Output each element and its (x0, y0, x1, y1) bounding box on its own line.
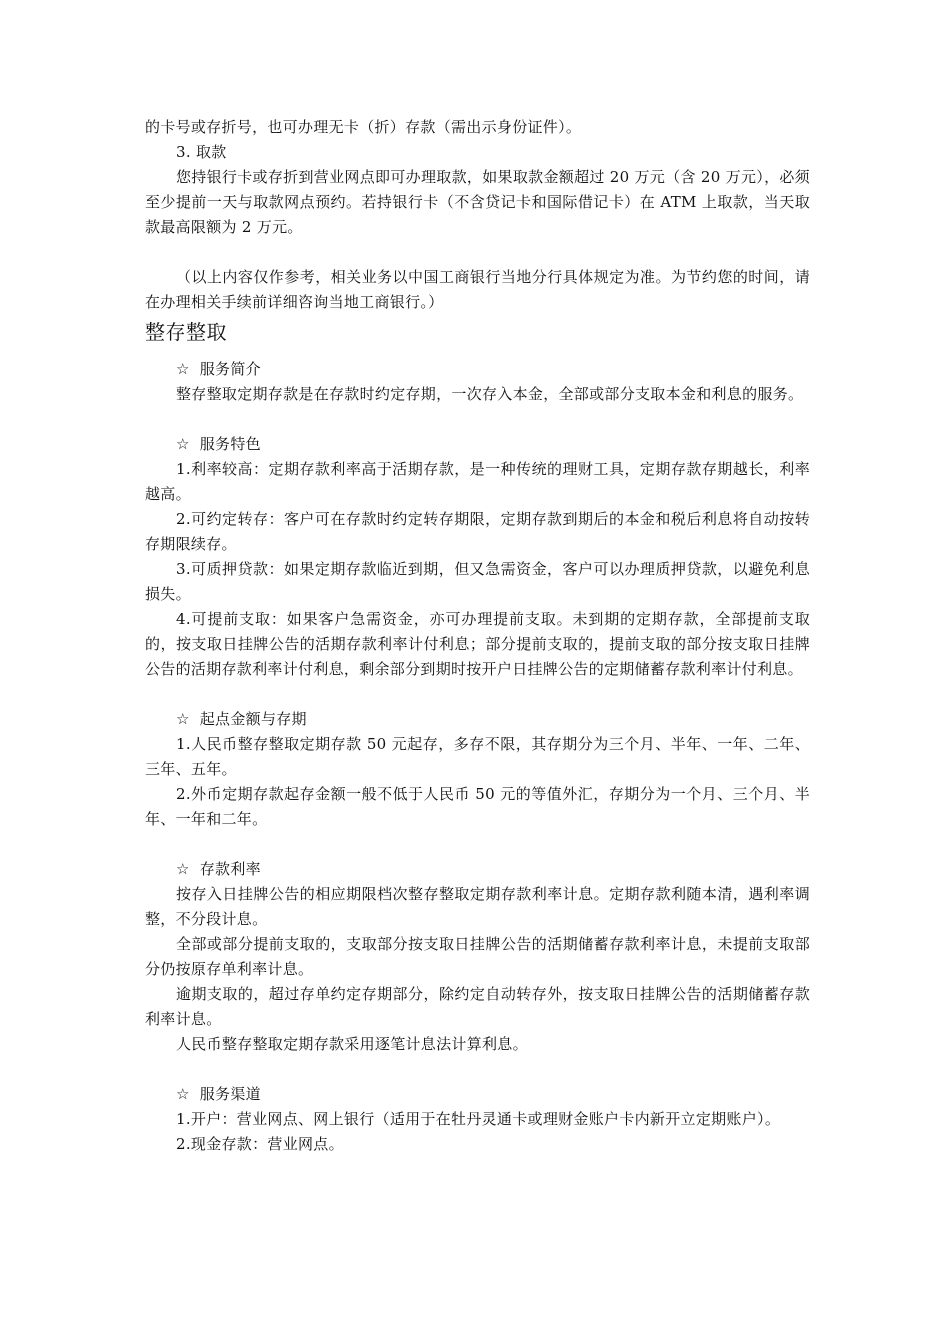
minimum-heading-text: 起点金额与存期 (199, 710, 307, 728)
spacer (145, 240, 810, 265)
star-icon: ☆ (176, 1085, 190, 1103)
spacer (145, 1057, 810, 1082)
channel-item: 2.现金存款：营业网点。 (176, 1135, 344, 1153)
spacer (145, 407, 810, 432)
star-icon: ☆ (176, 360, 190, 378)
section-title: 整存整取 (145, 320, 227, 344)
minimum-heading (145, 707, 810, 732)
overview-paragraph: 整存整取定期存款是在存款时约定存期，一次存入本金，全部或部分支取本金和利息的服务。 (176, 385, 804, 403)
channels-heading-text: 服务渠道 (199, 1085, 261, 1103)
spacer (145, 682, 810, 707)
feature-item: 4.可提前支取：如果客户急需资金，亦可办理提前支取。未到期的定期存款，全部提前支取的，按支取日挂牌公告的活期存款利率计付利息；部分提前支取的，提前支取的部分按支取日挂牌公告的活期存款利率计付利息，剩余部分到期时按开户日挂牌公告的定期储蓄存款利率计付利息。 (145, 610, 810, 678)
withdraw-heading: 3. 取款 (176, 143, 227, 161)
features-heading (145, 432, 810, 457)
features-heading-text: 服务特色 (199, 435, 261, 453)
overview-heading-text: 服务简介 (199, 360, 261, 378)
minimum-item: 2.外币定期存款起存金额一般不低于人民币 50 元的等值外汇，存期分为一个月、三个月、半年、一年和二年。 (145, 785, 810, 828)
minimum-item: 1.人民币整存整取定期存款 50 元起存，多存不限，其存期分为三个月、半年、一年、二年、三年、五年。 (145, 735, 810, 778)
disclaimer-paragraph: （以上内容仅作参考，相关业务以中国工商银行当地分行具体规定为准。为节约您的时间，请在办理相关手续前详细咨询当地工商银行。） (145, 268, 810, 311)
spacer (145, 832, 810, 857)
withdraw-paragraph: 您持银行卡或存折到营业网点即可办理取款，如果取款金额超过 20 万元（含 20 万元），必须至少提前一天与取款网点预约。若持银行卡（不含贷记卡和国际借记卡）在 ATM 上取款，当天取款最高限额为 2 万元。 (145, 168, 810, 236)
feature-item: 1.利率较高：定期存款利率高于活期存款，是一种传统的理财工具，定期存款存期越长，利率越高。 (145, 460, 810, 503)
star-icon: ☆ (176, 435, 190, 453)
rates-item: 按存入日挂牌公告的相应期限档次整存整取定期存款利率计息。定期存款利随本清，遇利率调整，不分段计息。 (145, 885, 810, 928)
rates-item: 全部或部分提前支取的，支取部分按支取日挂牌公告的活期储蓄存款利率计息，未提前支取部分仍按原存单利率计息。 (145, 935, 810, 978)
rates-item: 逾期支取的，超过存单约定存期部分，除约定自动转存外，按支取日挂牌公告的活期储蓄存款利率计息。 (145, 985, 810, 1028)
feature-item: 3.可质押贷款：如果定期存款临近到期，但又急需资金，客户可以办理质押贷款，以避免利息损失。 (145, 560, 810, 603)
feature-item: 2.可约定转存：客户可在存款时约定转存期限，定期存款到期后的本金和税后利息将自动按转存期限续存。 (145, 510, 810, 553)
channels-heading (145, 1082, 810, 1107)
document-page (145, 115, 810, 1157)
channel-item: 1.开户：营业网点、网上银行（适用于在牡丹灵通卡或理财金账户卡内新开立定期账户）。 (176, 1110, 781, 1128)
star-icon: ☆ (176, 710, 190, 728)
star-icon: ☆ (176, 860, 190, 878)
intro-paragraph: 的卡号或存折号，也可办理无卡（折）存款（需出示身份证件）。 (145, 118, 582, 136)
rates-heading (145, 857, 810, 882)
rates-heading-text: 存款利率 (199, 860, 261, 878)
overview-heading (145, 357, 810, 382)
rates-item: 人民币整存整取定期存款采用逐笔计息法计算利息。 (176, 1035, 528, 1053)
